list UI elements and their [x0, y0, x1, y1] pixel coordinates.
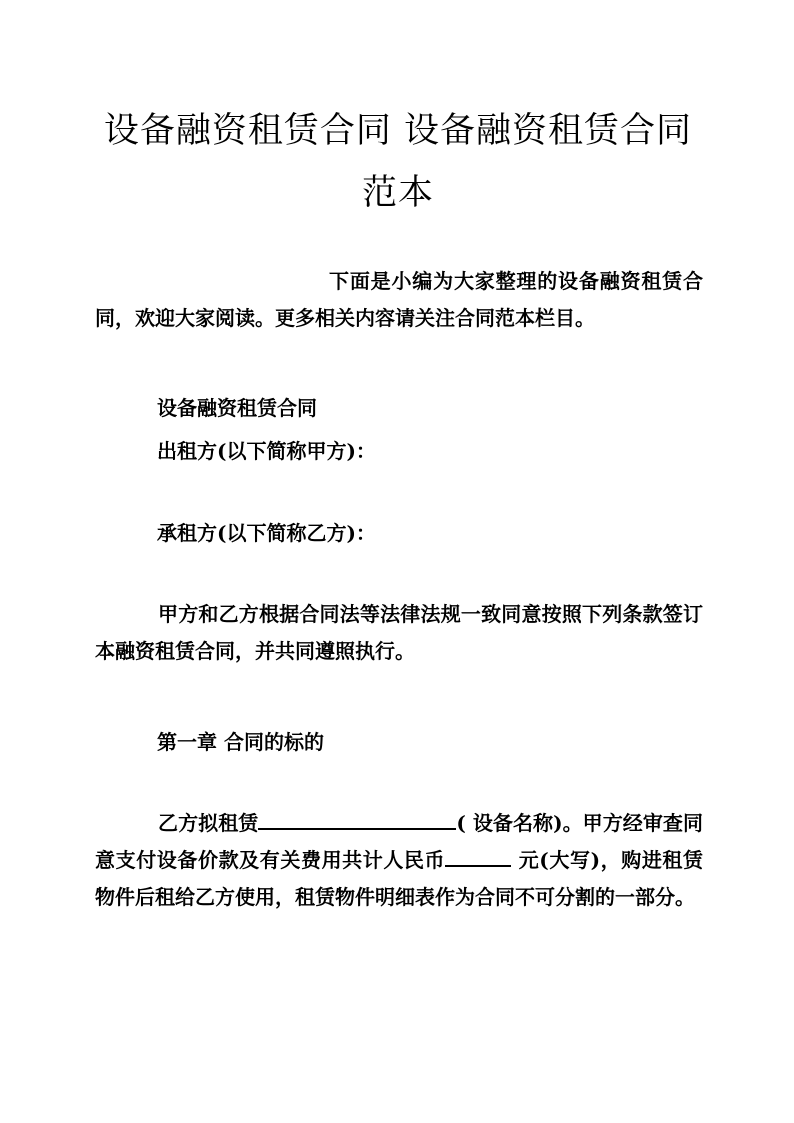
lessee-label: 承租方(以下简称乙方)：	[157, 521, 376, 545]
subject-paragraph	[95, 805, 703, 916]
intro-paragraph: 下面是小编为大家整理的设备融资租赁合同，欢迎大家阅读。更多相关内容请关注合同范本栏目。	[95, 269, 703, 330]
lessor-label: 出租方(以下简称甲方)：	[157, 439, 376, 463]
subject-text-part2: ( 设备名称)。甲方经审查同意支付设备价款及有关费用共计人民币	[95, 811, 703, 872]
document-title: 设备融资租赁合同 设备融资租赁合同范本	[103, 111, 693, 213]
chapter-1-heading: 第一章 合同的标的	[157, 730, 324, 754]
contract-name: 设备融资租赁合同	[157, 396, 317, 420]
equipment-name-blank	[258, 806, 456, 830]
subject-text-part1: 乙方拟租赁	[158, 811, 259, 835]
subject-text-part3: 元(大写)，购进租赁物件后租给乙方使用，租赁物件明细表作为合同不可分割的一部分。	[95, 848, 704, 909]
agreement-paragraph: 甲方和乙方根据合同法等法律法规一致同意按照下列条款签订本融资租赁合同，并共同遵照执行。	[95, 602, 703, 663]
amount-blank	[445, 843, 511, 867]
